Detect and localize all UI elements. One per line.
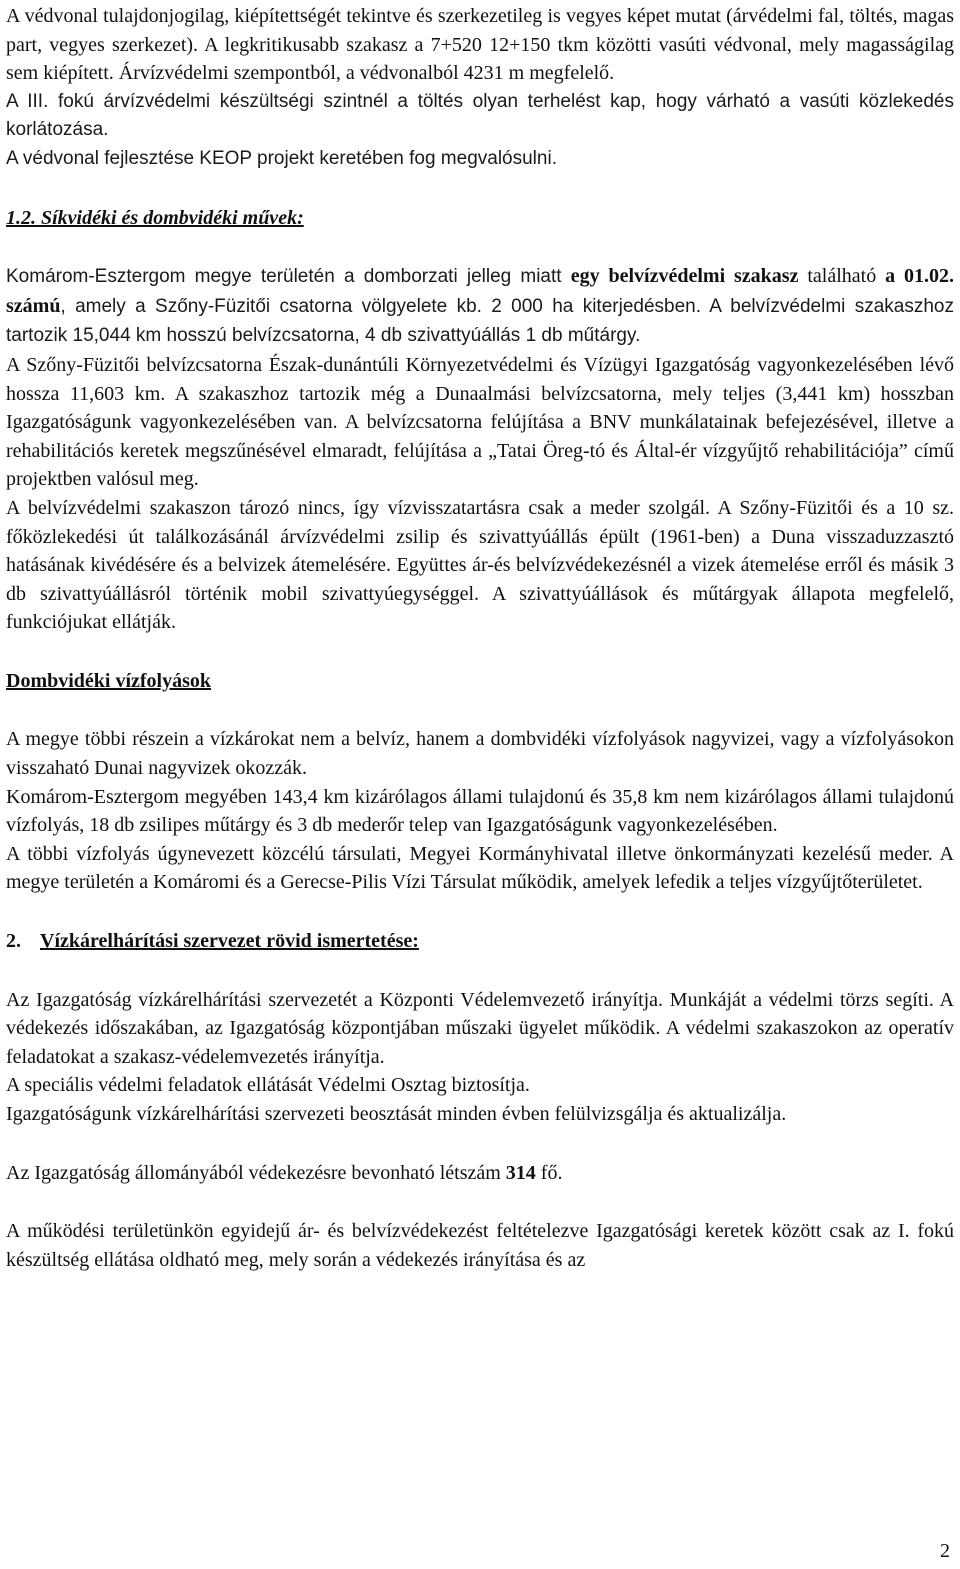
paragraph-staff-count <box>6 1159 954 1188</box>
text-run: fő. <box>535 1161 563 1184</box>
document-page <box>6 2 954 1274</box>
paragraph-szony-fuzito-canal <box>6 351 954 494</box>
heading-hill-watercourses: Dombvidéki vízfolyások <box>6 669 212 692</box>
paragraph-organization: Az Igazgatóság vízkárelhárítási szervezetét a Központi Védelemvezető irányítja. Munkáját a védelmi törzs segíti. A védekezés időszakában, az Igazgatóság központjában műszaki ügyelet működik. A védelmi szakaszokon az operatív feladatokat a szakasz-védelemvezetés irányítja. <box>6 988 954 1068</box>
text-run: Komárom-Esztergom megye területén a domborzati jelleg miatt <box>6 266 571 288</box>
text-run: A Szőny-Füzitői belvízcsatorna Észak-dunántúli Környezetvédelmi és Vízügyi Igazgatóság vagyonkezelésében lévő hossza 11,603 km. <box>6 353 954 405</box>
paragraph-annual-review: Igazgatóságunk vízkárelhárítási szervezeti beosztását minden évben felülvizsgálja és aktualizálja. <box>6 1103 787 1125</box>
text-run: található <box>798 265 886 288</box>
paragraph-levee-structure: A védvonal tulajdonjogilag, kiépítettségét tekintve és szerkezetileg is vegyes képet mutat (árvédelmi fal, töltés, magas part, vegyes szerkezet). A legkritikusabb szakasz a 7+520 12+150 tkm közötti vasúti védvonal, mely magasságilag sem kiépített. Árvízvédelmi szempontból, a védvonalból 4231 m megfelelő. <box>6 5 954 85</box>
text-run: Az Igazgatóság állományából védekezésre bevonható létszám <box>6 1161 506 1184</box>
section-heading-2 <box>6 927 954 956</box>
paragraph-inland-defense-section <box>6 262 954 351</box>
section-number: 2. <box>6 930 21 953</box>
paragraph-other-watercourses: A többi vízfolyás úgynevezett közcélú társulati, Megyei Kormányhivatal illetve önkormányzati kezelésű meder. A megye területén a Komáromi és a Gerecse-Pilis Vízi Társulat működik, amelyek lefedik a teljes vízgyűjtőterületet. <box>6 842 954 894</box>
paragraph-keop-project: A védvonal fejlesztése KEOP projekt keretében fog megvalósulni. <box>6 147 557 169</box>
paragraph-simultaneous-defense: A működési területünkön egyidejű ár- és belvízvédekezést feltételezve Igazgatósági keretek között csak az I. fokú készültség ellátása oldható meg, mely során a védekezés irányítása és az <box>6 1220 954 1271</box>
bold-run: egy belvízvédelmi szakasz <box>570 265 799 288</box>
paragraph-level-three-alert: A III. fokú árvízvédelmi készültségi szintnél a töltés olyan terhelést kap, hogy várható a vasúti közlekedés korlátozása. <box>6 90 954 141</box>
text-run: A szakaszhoz tartozik még a Dunaalmási belvízcsatorna, mely teljes (3,441 km) hosszban Igazgatóságunk vagyonkezelésében van. A belvízcsatorna felújítása a BNV munkálatainak befejezésével, illetve a rehabilitációs keretek megszűnésével elmaradt, felújítása a „Tatai Öreg-tó és Által-ér vízgyűjtő rehabilitációja” című projektben valósul meg. <box>6 382 954 491</box>
staff-count-value: 314 <box>505 1161 536 1184</box>
bold-run: a 01.02. számú <box>6 265 954 317</box>
text-run: A belvízvédelmi szakaszhoz tartozik 15,044 km hosszú belvízcsatorna, 4 db szivattyúállás 1 db műtárgy. <box>6 295 954 347</box>
paragraph-state-watercourses: Komárom-Esztergom megyében 143,4 km kizárólagos állami tulajdonú és 35,8 km nem kizárólagos állami tulajdonú vízfolyás, 18 db zsilipes műtárgy és 3 db mederőr telep van Igazgatóságunk vagyonkezelésében. <box>6 785 954 837</box>
section-title: Vízkárelhárítási szervezet rövid ismertetése: <box>40 930 419 953</box>
paragraph-hill-floods: A megye többi részein a vízkárokat nem a belvíz, hanem a dombvidéki vízfolyások nagyvizei, vagy a vízfolyásokon visszaható Dunai nagyvizek okozzák. <box>6 728 954 780</box>
paragraph-special-unit: A speciális védelmi feladatok ellátását Védelmi Osztag biztosítja. <box>6 1074 530 1097</box>
page-number: 2 <box>940 1540 950 1562</box>
text-run: , amely a Szőny-Füzitői csatorna völgyelete kb. 2 000 ha kiterjedésben. <box>60 295 701 317</box>
paragraph-reservoir-pumps: A belvízvédelmi szakaszon tározó nincs, így vízvisszatartásra csak a meder szolgál. A Szőny-Füzitői és a 10 sz. főközlekedési út találkozásánál árvízvédelmi zsilip és szivattyúállás épült (1961-ben) a Duna visszaduzzasztó hatásának kivédésére és a belvizek átemelésére. Együttes ár-és belvízvédekezésnél a vizek átemelése erről és másik 3 db szivattyúállásról történik mobil szivattyúegységgel. A szivattyúállások és műtárgyak állapota megfelelő, funkciójukat ellátják. <box>6 496 954 634</box>
section-heading-1-2: 1.2. Síkvidéki és dombvidéki művek: <box>6 206 304 229</box>
